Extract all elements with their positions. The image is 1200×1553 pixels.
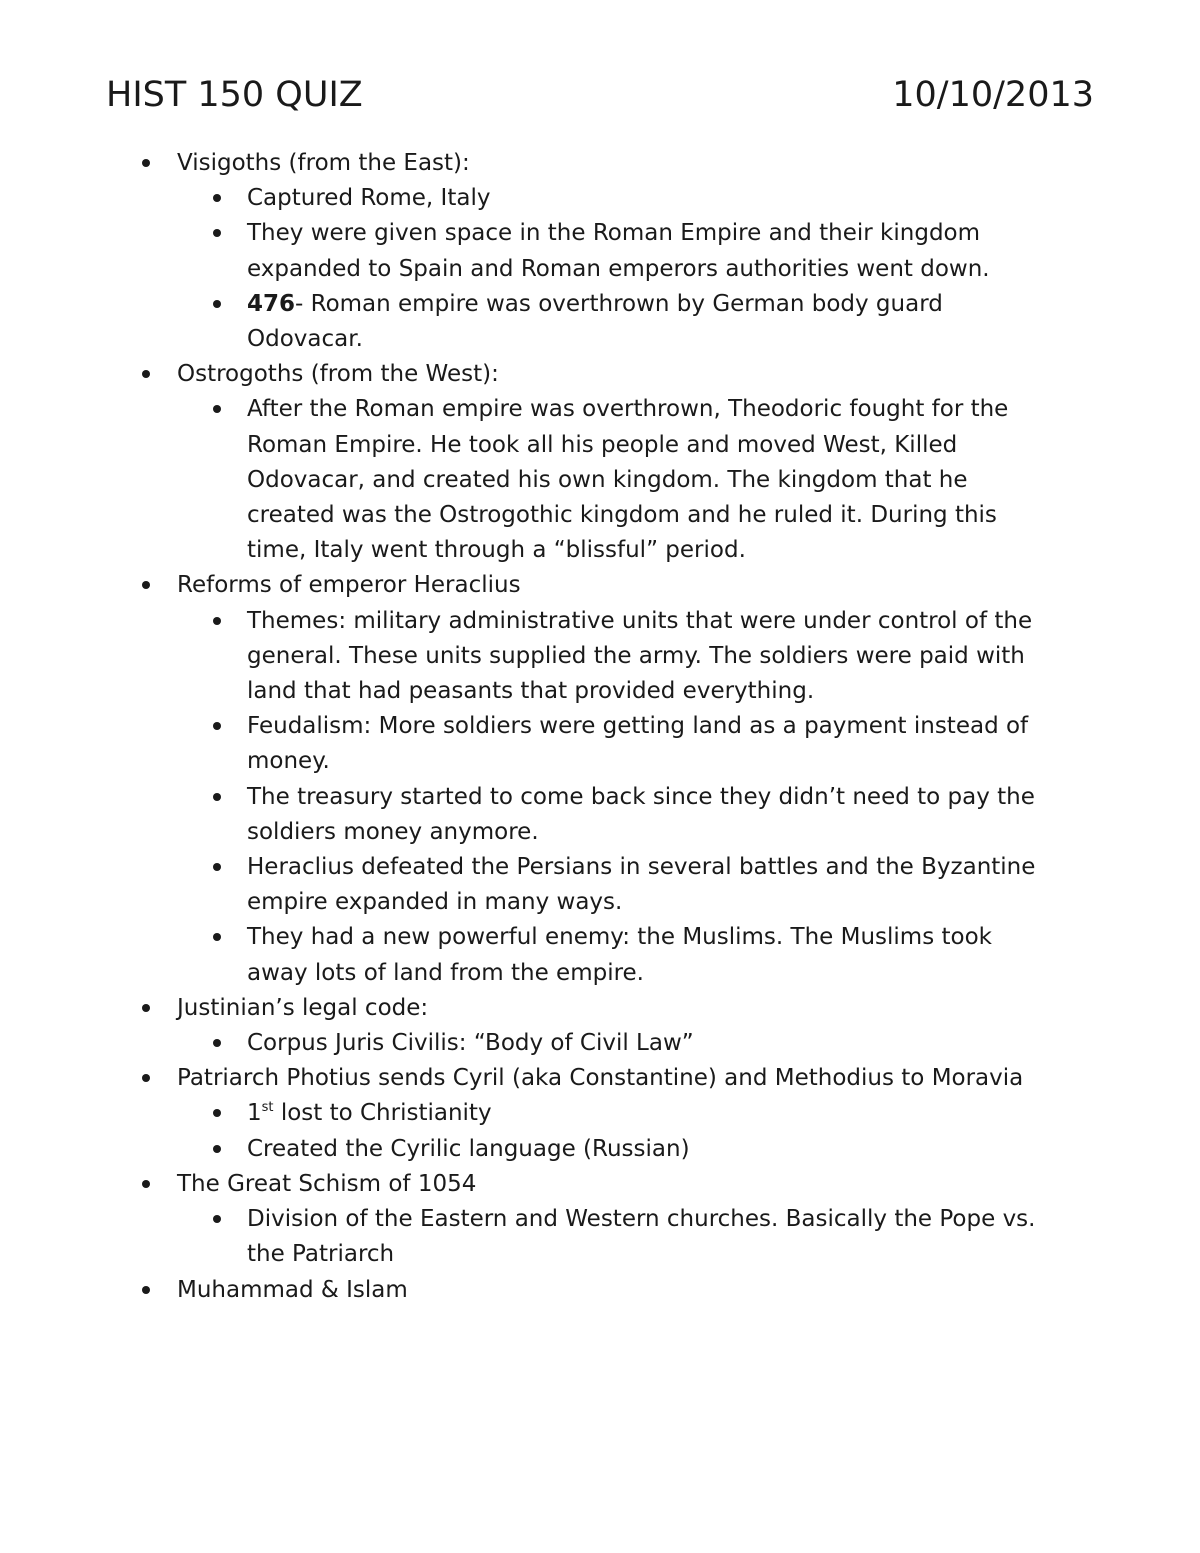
- bullet-icon: [213, 194, 221, 202]
- bullet-icon: [142, 1074, 150, 1082]
- notes-outline: [0, 146, 1200, 1308]
- bullet-icon: [213, 1039, 221, 1047]
- sub-list: [177, 604, 1037, 991]
- sub-list: [177, 181, 1037, 357]
- page-title: HIST 150 QUIZ: [106, 75, 363, 115]
- sub-item-text: The treasury started to come back since they didn’t need to pay the soldiers money anymore.: [247, 783, 1035, 845]
- sub-item: [0, 1132, 1047, 1167]
- bullet-icon: [213, 617, 221, 625]
- sub-item-text: lost to Christianity: [273, 1100, 492, 1127]
- bullet-icon: [142, 1286, 150, 1294]
- bullet-icon: [213, 405, 221, 413]
- top-level-list: [0, 146, 1200, 1308]
- page-header: [106, 72, 1094, 118]
- list-item-label: Ostrogoths (from the West):: [177, 361, 499, 388]
- sub-item: [0, 1202, 1047, 1272]
- bullet-icon: [142, 1180, 150, 1188]
- bullet-icon: [142, 370, 150, 378]
- list-item-label: Justinian’s legal code:: [177, 994, 429, 1021]
- sub-list: [177, 1202, 1037, 1272]
- sub-item: [0, 920, 1047, 990]
- sub-item: [0, 181, 1047, 216]
- bullet-icon: [213, 300, 221, 308]
- sub-item-text: Captured Rome, Italy: [247, 185, 491, 212]
- sub-item-text: They had a new powerful enemy: the Muslims. The Muslims took away lots of land from the empire.: [247, 924, 992, 986]
- sub-item: [0, 216, 1047, 286]
- list-item-schism: [0, 1167, 1037, 1273]
- bullet-icon: [142, 1004, 150, 1012]
- ordinal-suffix: st: [261, 1100, 274, 1116]
- sub-item: [0, 287, 1047, 357]
- sub-item-text: Division of the Eastern and Western churches. Basically the Pope vs. the Patriarch: [247, 1206, 1036, 1268]
- sub-item-text: After the Roman empire was overthrown, Theodoric fought for the Roman Empire. He took all his people and moved West, Killed Odovacar, and created his own kingdom. The kingdom that he created was the Ostrogothic kingdom and he ruled it. During this time, Italy went through a “blissful” period.: [247, 396, 1009, 564]
- list-item-label: Muhammad & Islam: [177, 1276, 408, 1303]
- sub-item-text: - Roman empire was overthrown by German body guard Odovacar.: [247, 290, 943, 353]
- sub-item-text: Corpus Juris Civilis: “Body of Civil Law”: [247, 1030, 694, 1057]
- sub-list: [177, 1096, 1037, 1166]
- bullet-icon: [213, 1215, 221, 1223]
- bullet-icon: [213, 933, 221, 941]
- list-item-visigoths: [0, 146, 1037, 357]
- list-item-label: Reforms of emperor Heraclius: [177, 572, 521, 599]
- sub-item-text: They were given space in the Roman Empire and their kingdom expanded to Spain and Roman emperors authorities went down.: [247, 220, 990, 282]
- list-item-justinian: [0, 991, 1037, 1061]
- ordinal-number: 1: [247, 1100, 262, 1127]
- bullet-icon: [213, 722, 221, 730]
- bullet-icon: [213, 793, 221, 801]
- bullet-icon: [142, 159, 150, 167]
- sub-item: [0, 709, 1047, 779]
- sub-item: [0, 780, 1047, 850]
- sub-item-text: Feudalism: More soldiers were getting land as a payment instead of money.: [247, 713, 1029, 775]
- bullet-icon: [213, 1145, 221, 1153]
- sub-item-text: Created the Cyrilic language (Russian): [247, 1135, 690, 1162]
- list-item-ostrogoths: [0, 357, 1037, 568]
- list-item-heraclius: [0, 568, 1037, 990]
- sub-item: [0, 1026, 1047, 1061]
- sub-item-text: Themes: military administrative units that were under control of the general. These units supplied the army. The soldiers were paid with land that had peasants that provided everything.: [247, 607, 1033, 705]
- list-item-islam: [0, 1273, 1037, 1308]
- sub-item: [0, 850, 1047, 920]
- page-date: 10/10/2013: [892, 75, 1094, 115]
- sub-item: [0, 604, 1047, 710]
- list-item-photius: [0, 1061, 1037, 1167]
- list-item-label: Visigoths (from the East):: [177, 150, 470, 176]
- bullet-icon: [213, 229, 221, 237]
- sub-item: [0, 392, 1047, 568]
- sub-list: [177, 392, 1037, 568]
- bullet-icon: [213, 863, 221, 871]
- year-highlight: 476: [247, 290, 296, 317]
- sub-list: [177, 1026, 1037, 1061]
- bullet-icon: [213, 1109, 221, 1117]
- bullet-icon: [142, 581, 150, 589]
- list-item-label: Patriarch Photius sends Cyril (aka Constantine) and Methodius to Moravia: [177, 1065, 1024, 1092]
- list-item-label: The Great Schism of 1054: [177, 1170, 477, 1197]
- sub-item-text: Heraclius defeated the Persians in several battles and the Byzantine empire expanded in many ways.: [247, 854, 1036, 916]
- sub-item: [0, 1096, 1047, 1131]
